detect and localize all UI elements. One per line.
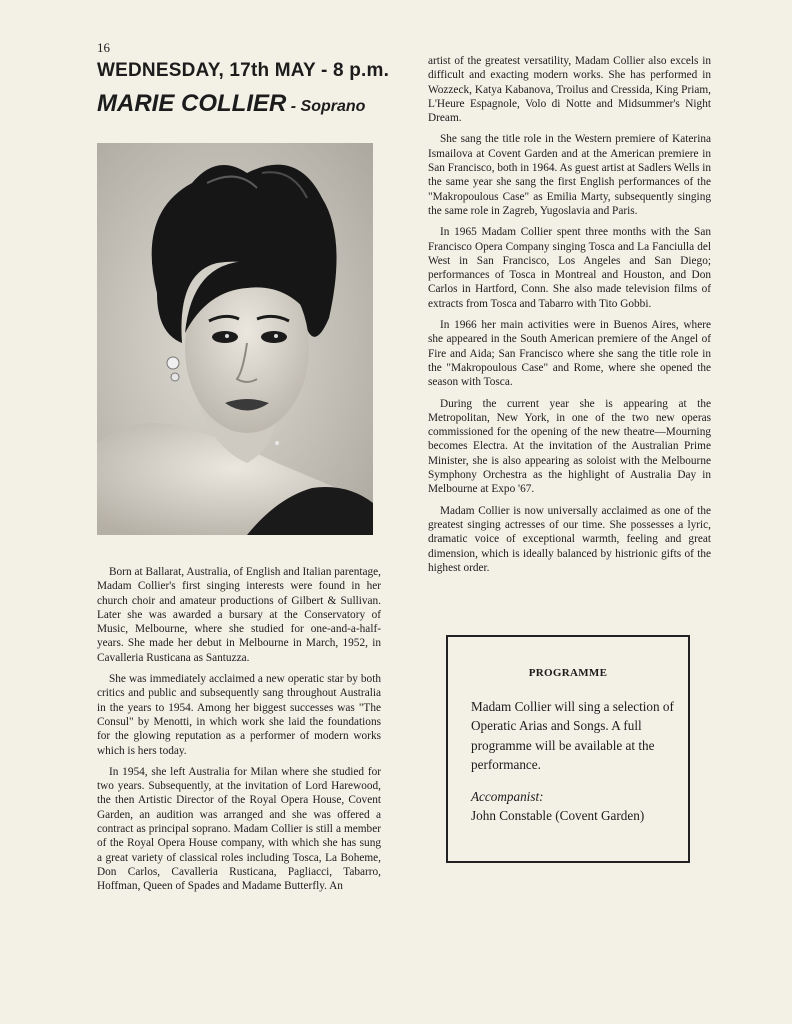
performer-portrait: [97, 143, 373, 535]
biography-paragraph: Born at Ballarat, Australia, of English and Italian parentage, Madam Collier's first singing interests were found in her church choir and amateur productions of Gilbert & Sullivan. Later she was awarded a bursary at the Conservatory of Music, Melbourne, where she studied for one-and-a-half-years. She made her debut in Melbourne in March, 1952, in Cavalleria Rusticana as Santuzza.: [97, 566, 381, 664]
biography-paragraph: In 1966 her main activities were in Buenos Aires, where she appeared in the South American premiere of the Angel of Fire and Aida; San Francisco where she sang the title role in the "Makropoulous Case" and Rome, where she opened the season with Tosca.: [428, 319, 711, 389]
biography-paragraph: During the current year she is appearing at the Metropolitan, New York, in one of the two new operas commissioned for the opening of the new theatre—Mourning becomes Electra. At the invitation of the Australian Prime Minister, she is also appearing as soloist with the Melbourne Symphony Orchestra as the highlight of Australia Day in Melbourne at Expo '67.: [428, 397, 711, 496]
biography-paragraph: In 1954, she left Australia for Milan where she studied for two years. Subsequently, at the invitation of Lord Harewood, the then Artistic Director of the Royal Opera House, Covent Garden, an audition was arranged and she was offered a contract as principal soprano. Madam Collier is still a member of the Royal Opera House company, with which she has sung a great variety of classical roles including Tosca, La Boheme, Don Carlos, Cavalleria Rusticana, Pagliacci, Tabarro, Hoffman, Queen of Spades and Madame Butterfly. An: [97, 765, 381, 893]
programme-title: PROGRAMME: [528, 667, 608, 679]
programme-box: [446, 635, 690, 863]
accompanist-label: Accompanist:: [471, 789, 544, 804]
biography-right-column: [428, 54, 711, 582]
page-number: 16: [97, 40, 110, 55]
date-heading: WEDNESDAY, 17th MAY - 8 p.m.: [97, 60, 390, 81]
biography-paragraph: She was immediately acclaimed a new operatic star by both critics and public and subsequently sang throughout Australia in the years to 1954. Among her biggest successes was "The Consul" by Menotti, in which work she laid the foundations for the glowing reputation as a performer of modern works which is hers today.: [97, 673, 381, 757]
biography-paragraph: She sang the title role in the Western premiere of Katerina Ismailova at Covent Garden and at the American premiere in San Francisco, both in 1964. As guest artist at Sadlers Wells in the same year she sang the first English performances of the "Makropoulous Case" as Emilia Marty, subsequently singing the same role in Zagreb, Yugoslavia and Paris.: [428, 133, 711, 217]
performer-heading: [97, 90, 397, 118]
biography-paragraph: In 1965 Madam Collier spent three months with the San Francisco Opera Company singing Tosca and La Fanciulla del West in San Francisco, Los Angeles and San Diego; performances of Tosca in Montreal and Houston, and Don Carlos in Hartford, Conn. She also made television films of extracts from Tosca and Tabarro with Tito Gobbi.: [428, 226, 711, 310]
accompanist-name: John Constable (Covent Garden): [471, 808, 645, 823]
biography-paragraph: Madam Collier is now universally acclaimed as one of the greatest singing actresses of our time. She possesses a lyric, dramatic voice of exceptional warmth, feeling and great dimension, which is ideally balanced by histrionic gifts of the highest order.: [428, 504, 711, 574]
performer-role: - Soprano: [290, 98, 366, 115]
portrait-illustration: [97, 143, 373, 535]
biography-paragraph: artist of the greatest versatility, Madam Collier also excels in difficult and exacting modern works. She has performed in Wozzeck, Katya Kabanova, Troilus and Cressida, King Priam, L'Heure Espagnole, Volo di Notte and Midsummer's Night Dream.: [428, 55, 711, 125]
programme-text: Madam Collier will sing a selection of Operatic Arias and Songs. A full programme will be available at the performance.: [471, 699, 674, 772]
performer-name: MARIE COLLIER: [97, 90, 287, 117]
biography-left-column: [97, 565, 381, 901]
